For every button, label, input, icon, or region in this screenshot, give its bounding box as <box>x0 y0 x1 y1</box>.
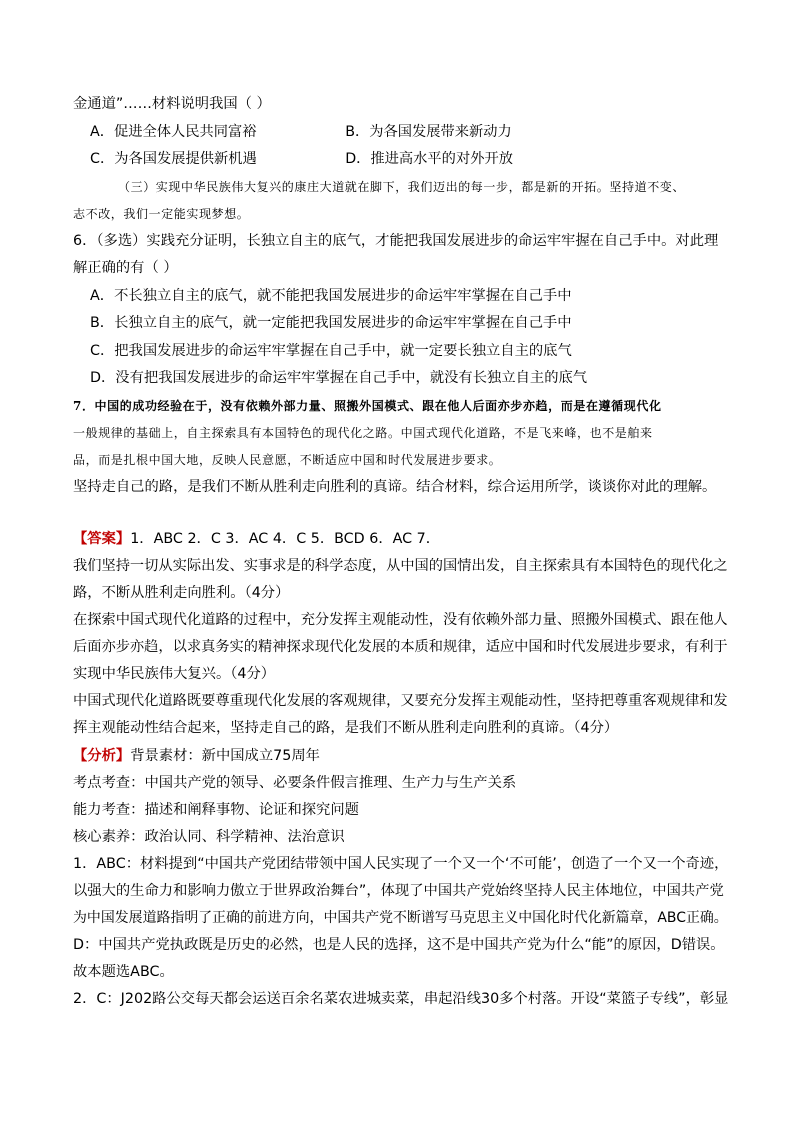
answer-keys-line <box>73 529 440 549</box>
q7-question: 坚持走自己的路，是我们不断从胜利走向胜利的真谛。结合材料，综合运用所学，谈谈你对此的理解。 <box>73 479 717 495</box>
answer-para-line-1: 我们坚持一切从实际出发、实事求是的科学态度，从中国的国情出发，自主探索具有本国特色的现代化之 <box>73 558 728 574</box>
analysis-line-1: 考点考查：中国共产党的领导、必要条件假言推理、生产力与生产关系 <box>73 775 517 791</box>
answer-para-line-5: 实现中华民族伟大复兴。（4分） <box>73 666 276 682</box>
q5-option-d[interactable]: D．推进高水平的对外开放 <box>345 151 513 167</box>
analysis-background: 背景素材：新中国成立75周年 <box>130 748 320 764</box>
analysis-line-7: D：中国共产党执政既是历史的必然，也是人民的选择，这不是中国共产党为什么“能”的原因，D错误。 <box>73 937 725 953</box>
analysis-line-5: 以强大的生命力和影响力傲立于世界政治舞台”，体现了中国共产党始终坚持人民主体地位，中国共产党 <box>73 883 724 899</box>
section3-line-2: 志不改，我们一定能实现梦想。 <box>73 207 250 221</box>
section3-line-1: （三）实现中华民族伟大复兴的康庄大道就在脚下，我们迈出的每一步，都是新的开拓。坚持道不变、 <box>118 180 686 194</box>
q6-stem-line-2: 解正确的有（ ） <box>73 260 178 276</box>
q5-option-a[interactable]: A．促进全体人民共同富裕 <box>90 124 257 140</box>
answer-para-line-2: 路，不断从胜利走向胜利。（4分） <box>73 585 290 601</box>
answer-para-line-7: 挥主观能动性结合起来，坚持走自己的路，是我们不断从胜利走向胜利的真谛。（4分） <box>73 720 619 736</box>
answer-para-line-3: 在探索中国式现代化道路的过程中，充分发挥主观能动性，没有依赖外部力量、照搬外国模式、跟在他人 <box>73 612 728 628</box>
q7-material-line-1: 7．中国的成功经验在于，没有依赖外部力量、照搬外国模式、跟在他人后面亦步亦趋，而是在遵循现代化 <box>73 399 662 413</box>
q6-option-a[interactable]: A．不长独立自主的底气，就不能把我国发展进步的命运牢牢掌握在自己手中 <box>90 288 572 304</box>
answer-para-line-4: 后面亦步亦趋，以求真务实的精神探求现代化发展的本质和规律，适应中国和时代发展进步要求，有利于 <box>73 639 728 655</box>
q5-option-c[interactable]: C．为各国发展提供新机遇 <box>90 151 257 167</box>
analysis-label: 【分析】 <box>73 748 131 764</box>
analysis-line-4: 1．ABC：材料提到“中国共产党团结带领中国人民实现了一个又一个‘不可能’，创造了一个又一个奇迹， <box>73 856 729 872</box>
analysis-line-8: 故本题选ABC。 <box>73 964 174 980</box>
answer-para-line-6: 中国式现代化道路既要尊重现代化发展的客观规律，又要充分发挥主观能动性，坚持把尊重客观规律和发 <box>73 693 728 709</box>
q7-material-line-2: 一般规律的基础上，自主探索具有本国特色的现代化之路。中国式现代化道路，不是飞来峰，也不是舶来 <box>73 426 653 440</box>
analysis-first-line <box>73 746 320 766</box>
q5-stem-tail: 金通道”……材料说明我国（ ） <box>73 96 271 112</box>
q5-option-b[interactable]: B．为各国发展带来新动力 <box>345 124 512 140</box>
q6-stem-line-1: 6．（多选）实践充分证明，长独立自主的底气，才能把我国发展进步的命运牢牢握在自己手中。对此理 <box>73 233 719 249</box>
analysis-line-6: 为中国发展道路指明了正确的前进方向，中国共产党不断谱写马克思主义中国化时代化新篇章，ABC正确。 <box>73 910 728 926</box>
q7-material-line-3: 品，而是扎根中国大地，反映人民意愿，不断适应中国和时代发展进步要求。 <box>73 453 502 467</box>
q6-option-c[interactable]: C．把我国发展进步的命运牢牢掌握在自己手中，就一定要长独立自主的底气 <box>90 343 572 359</box>
answer-label: 【答案】 <box>73 531 131 547</box>
analysis-line-2: 能力考查：描述和阐释事物、论证和探究问题 <box>73 802 359 818</box>
q6-option-d[interactable]: D．没有把我国发展进步的命运牢牢掌握在自己手中，就没有长独立自主的底气 <box>90 370 588 386</box>
q6-option-b[interactable]: B．长独立自主的底气，就一定能把我国发展进步的命运牢牢掌握在自己手中 <box>90 315 572 331</box>
analysis-line-9: 2．C：J202路公交每天都会运送百余名菜农进城卖菜，串起沿线30多个村落。开设“菜篮子专线”，彰显 <box>73 991 729 1007</box>
analysis-line-3: 核心素养：政治认同、科学精神、法治意识 <box>73 829 345 845</box>
answer-keys: 1．ABC 2．C 3．AC 4．C 5．BCD 6．AC 7． <box>130 531 441 547</box>
